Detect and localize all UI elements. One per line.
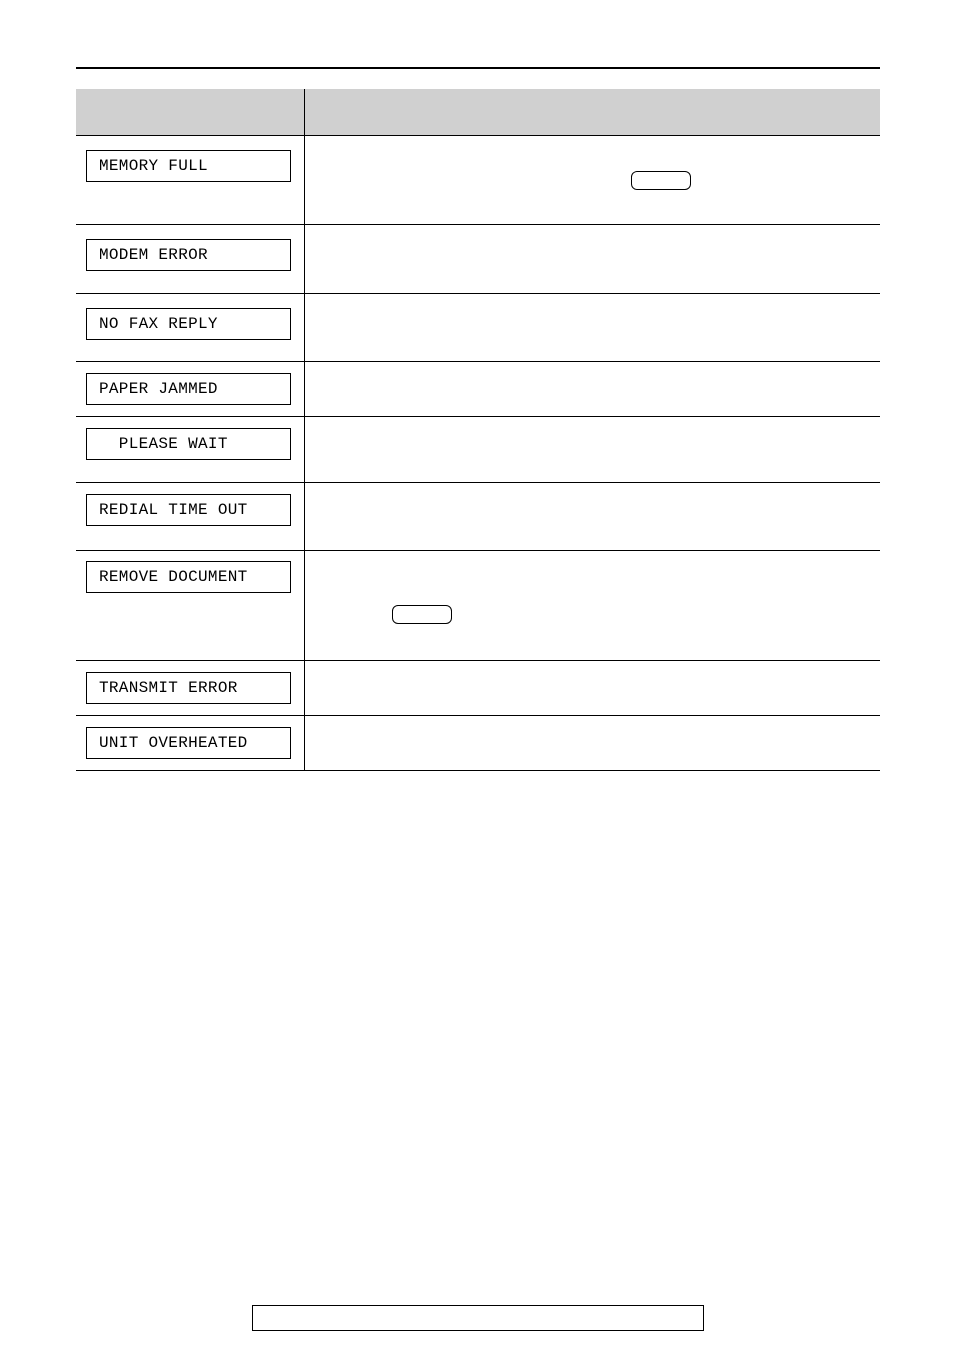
header-display-column	[76, 89, 305, 136]
message-cell	[76, 716, 305, 771]
cause-cell	[305, 294, 881, 362]
message-cell	[76, 136, 305, 225]
key-button-icon	[631, 171, 691, 190]
lcd-message-redial-time-out: REDIAL TIME OUT	[86, 494, 291, 526]
message-cell	[76, 417, 305, 483]
table-row	[76, 551, 880, 661]
footer-box	[252, 1305, 704, 1331]
table-row	[76, 294, 880, 362]
lcd-message-paper-jammed: PAPER JAMMED	[86, 373, 291, 405]
message-cell	[76, 483, 305, 551]
cause-cell	[305, 136, 881, 225]
message-cell	[76, 362, 305, 417]
lcd-message-memory-full: MEMORY FULL	[86, 150, 291, 182]
lcd-message-unit-overheated: UNIT OVERHEATED	[86, 727, 291, 759]
table-row	[76, 362, 880, 417]
message-cell	[76, 551, 305, 661]
cause-cell	[305, 716, 881, 771]
message-cell	[76, 294, 305, 362]
lcd-message-please-wait: PLEASE WAIT	[86, 428, 291, 460]
top-rule	[76, 67, 880, 69]
cause-cell	[305, 225, 881, 294]
cause-cell	[305, 362, 881, 417]
lcd-message-remove-document: REMOVE DOCUMENT	[86, 561, 291, 593]
table-row	[76, 716, 880, 771]
table-row	[76, 483, 880, 551]
display-message-table	[76, 89, 880, 771]
message-cell	[76, 225, 305, 294]
key-button-icon	[392, 605, 452, 624]
table-row	[76, 136, 880, 225]
table-header-row	[76, 89, 880, 136]
cause-cell	[305, 661, 881, 716]
cause-cell	[305, 551, 881, 661]
table-row	[76, 225, 880, 294]
lcd-message-transmit-error: TRANSMIT ERROR	[86, 672, 291, 704]
table-row	[76, 417, 880, 483]
table-row	[76, 661, 880, 716]
cause-cell	[305, 483, 881, 551]
message-cell	[76, 661, 305, 716]
header-cause-column	[305, 89, 881, 136]
cause-cell	[305, 417, 881, 483]
lcd-message-modem-error: MODEM ERROR	[86, 239, 291, 271]
lcd-message-no-fax-reply: NO FAX REPLY	[86, 308, 291, 340]
